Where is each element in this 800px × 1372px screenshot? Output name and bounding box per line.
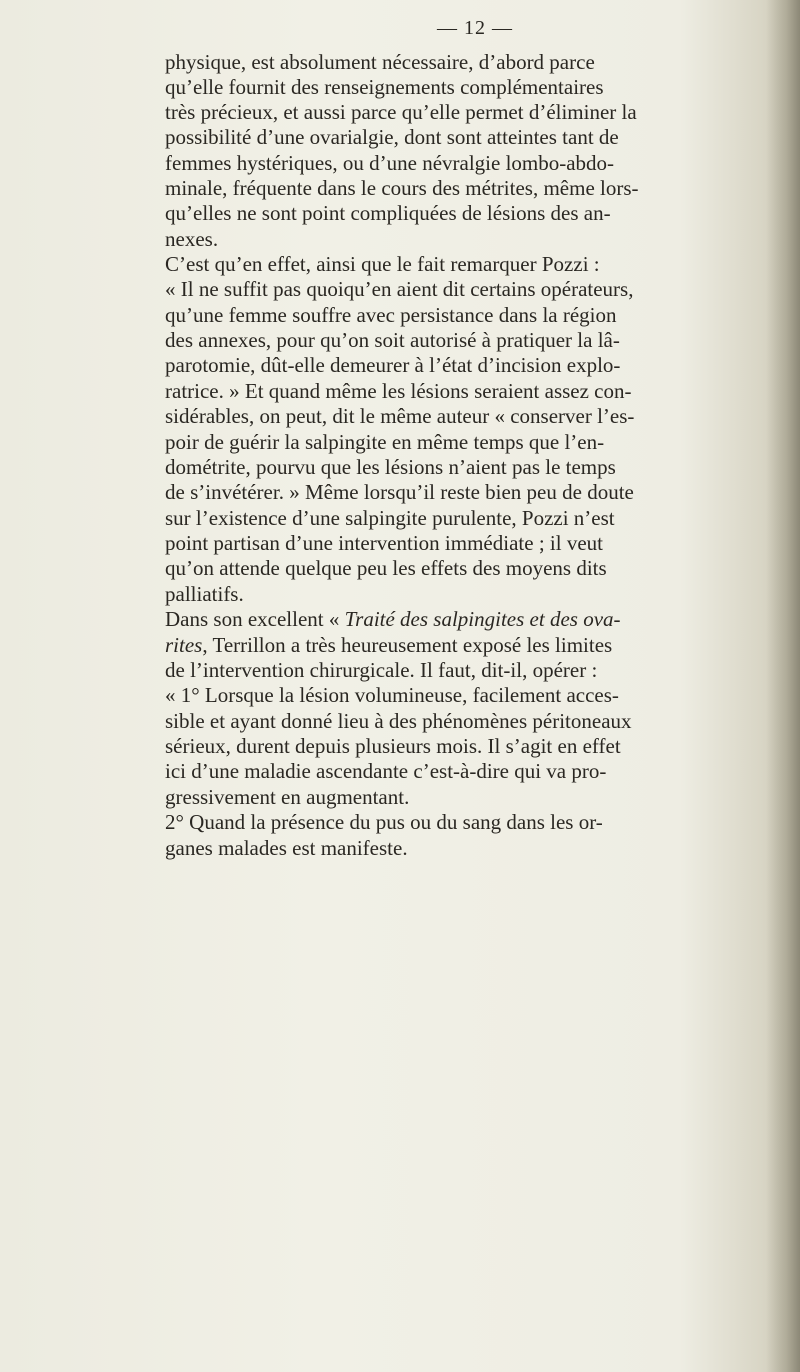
- text-line: parotomie, dût-elle demeurer à l’état d’incision explo-: [165, 353, 621, 377]
- text-line: de s’invétérer. » Même lorsqu’il reste bien peu de doute: [165, 480, 634, 504]
- text-line: poir de guérir la salpingite en même temps que l’en-: [165, 430, 605, 454]
- text-line: de l’intervention chirurgicale. Il faut, dit-il, opérer :: [165, 658, 598, 682]
- text-line: sérieux, durent depuis plusieurs mois. Il s’agit en effet: [165, 734, 621, 758]
- text-line: qu’une femme souffre avec persistance dans la région: [165, 303, 617, 327]
- text-line: minale, fréquente dans le cours des métrites, même lors-: [165, 176, 639, 200]
- text-line: 2° Quand la présence du pus ou du sang dans les or-: [165, 810, 603, 834]
- text-line: possibilité d’une ovarialgie, dont sont atteintes tant de: [165, 125, 619, 149]
- text-line: très précieux, et aussi parce qu’elle permet d’éliminer la: [165, 100, 637, 124]
- text-line: ganes malades est manifeste.: [165, 836, 408, 860]
- text-line: gressivement en augmentant.: [165, 785, 410, 809]
- text-line: palliatifs.: [165, 582, 244, 606]
- text-line: qu’elles ne sont point compliquées de lésions des an-: [165, 201, 611, 225]
- text-line: femmes hystériques, ou d’une névralgie lombo-abdo-: [165, 151, 615, 175]
- text-line: « 1° Lorsque la lésion volumineuse, facilement acces-: [165, 683, 619, 707]
- book-spine-shadow: [766, 0, 800, 1372]
- text-line: C’est qu’en effet, ainsi que le fait remarquer Pozzi :: [165, 252, 600, 276]
- text-line: sur l’existence d’une salpingite purulente, Pozzi n’est: [165, 506, 615, 530]
- text-line: [165, 607, 621, 632]
- text-line: point partisan d’une intervention immédiate ; il veut: [165, 531, 603, 555]
- text-segment: Dans son excellent «: [165, 607, 345, 631]
- text-line: « Il ne suffit pas quoiqu’en aient dit certains opérateurs,: [165, 277, 634, 301]
- text-segment: , Terrillon a très heureusement exposé les limites: [202, 633, 613, 657]
- text-line: physique, est absolument nécessaire, d’abord parce: [165, 50, 595, 74]
- text-line: ici d’une maladie ascendante c’est-à-dire qui va pro-: [165, 759, 607, 783]
- text-line: sidérables, on peut, dit le même auteur « conserver l’es-: [165, 404, 635, 428]
- book-title-italic: Traité des salpingites et des ova-: [344, 607, 621, 631]
- text-line: qu’on attende quelque peu les effets des moyens dits: [165, 556, 607, 580]
- text-line: sible et ayant donné lieu à des phénomènes péritoneaux: [165, 709, 632, 733]
- text-line: des annexes, pour qu’on soit autorisé à pratiquer la lâ-: [165, 328, 620, 352]
- page-number: — 12 —: [437, 17, 513, 39]
- text-line: ratrice. » Et quand même les lésions seraient assez con-: [165, 379, 632, 403]
- book-title-italic: rites: [165, 633, 203, 657]
- text-line: dométrite, pourvu que les lésions n’aient pas le temps: [165, 455, 616, 479]
- text-line: qu’elle fournit des renseignements complémentaires: [165, 75, 604, 99]
- text-line: nexes.: [165, 227, 219, 251]
- text-line: [165, 633, 612, 658]
